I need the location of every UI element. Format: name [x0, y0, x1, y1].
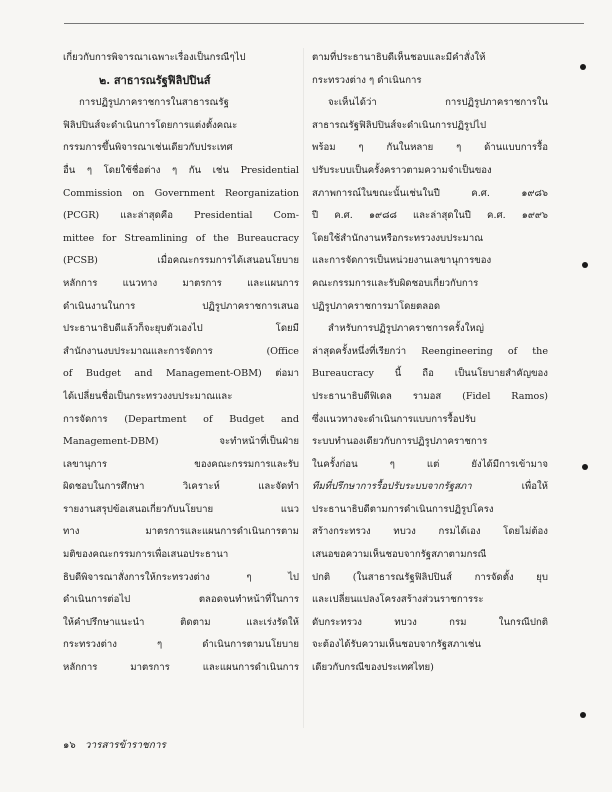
text-line: Management-DBM) จะทำหน้าที่เป็นฝ่าย — [63, 436, 299, 448]
text-line: ล่าสุดครั้งหนึ่งที่เรียกว่า Reengineering of the — [312, 345, 548, 357]
binder-hole-mark — [582, 262, 588, 268]
text-line: คณะกรรมการและรับผิดชอบเกี่ยวกับการ — [312, 277, 479, 289]
text-line: มติของคณะกรรมการเพื่อเสนอประธานา — [63, 549, 229, 561]
binder-hole-mark — [580, 712, 586, 718]
italic-phrase: ทีมที่ปรึกษาการรื้อปรับระบบจากรัฐสภา — [312, 481, 472, 493]
text-line: Commission on Government Reorganization — [63, 187, 299, 199]
column-gutter — [303, 48, 304, 728]
text-line: หลักการ แนวทาง มาตรการ และแผนการ — [63, 277, 299, 289]
right-column — [312, 47, 548, 680]
text-line: ประธานาธิบดีแล้วก็จะยุบตัวเองไป โดยมี — [63, 323, 299, 335]
text-line: หลักการ มาตรการ และแผนการดำเนินการ — [63, 662, 299, 674]
text-line: ปกติ (ในสาธารณรัฐฟิลิปปินส์ การจัดตั้ง ยุบ — [312, 571, 548, 583]
text-line: ปฏิรูปภาคราชการมาโดยตลอด — [312, 300, 441, 312]
text-line: ทาง มาตรการและแผนการดำเนินการตาม — [63, 526, 299, 538]
text-line: เดียวกับกรณีของประเทศไทย) — [312, 662, 434, 674]
text-line: ซึ่งแนวทางจะดำเนินการแบบการรื้อปรับ — [312, 413, 476, 425]
page-number: ๑๖ — [63, 740, 76, 751]
text-line: กระทรวงต่าง ๆ ดำเนินการตามนโยบาย — [63, 639, 299, 651]
text-fragment: เพื่อให้ — [521, 481, 548, 493]
section-heading: ๒. สาธารณรัฐฟิลิปปินส์ — [99, 73, 211, 87]
text-line: การจัดการ (Department of Budget and — [63, 413, 299, 425]
binder-hole-mark — [582, 464, 588, 470]
text-line-with-italic — [312, 476, 548, 499]
text-line: สาธารณรัฐฟิลิปปินส์จะดำเนินการปฏิรูปไป — [312, 119, 487, 131]
text-line: mittee for Streamlining of the Bureaucracy — [63, 232, 299, 244]
text-line: กรรมการขึ้นพิจารณาเช่นเดียวกับประเทศ — [63, 142, 233, 154]
text-line: ปี ค.ศ. ๑๙๘๘ และล่าสุดในปี ค.ศ. ๑๙๙๖ — [312, 210, 548, 222]
text-line: กระทรวงต่าง ๆ ดำเนินการ — [312, 74, 422, 86]
text-line: ดำเนินการต่อไป ตลอดจนทำหน้าที่ในการ — [63, 594, 299, 606]
text-line: โดยใช้สำนักงานหรือกระทรวงงบประมาณ — [312, 232, 484, 244]
text-line: ให้คำปรึกษาแนะนำ ติดตาม และเร่งรัดให้ — [63, 616, 299, 628]
text-line: ผิดชอบในการศึกษา วิเคราะห์ และจัดทำ — [63, 481, 299, 493]
text-line: Bureaucracy นี้ ถือ เป็นนโยบายสำคัญของ — [312, 368, 548, 380]
text-line: สำนักงานงบประมาณและการจัดการ (Office — [63, 345, 299, 357]
text-line: จะต้องได้รับความเห็นชอบจากรัฐสภาเช่น — [312, 639, 481, 651]
text-line: เสนอขอความเห็นชอบจากรัฐสภาตามกรณี — [312, 549, 487, 561]
text-line: ในครั้งก่อน ๆ แต่ ยังได้มีการเข้ามาจ — [312, 458, 548, 470]
text-line: รายงานสรุปข้อเสนอเกี่ยวกับนโยบาย แนว — [63, 503, 299, 515]
text-line: เกี่ยวกับการพิจารณาเฉพาะเรื่องเป็นกรณีๆไป — [63, 52, 246, 63]
text-line: สร้างกระทรวง ทบวง กรมได้เอง โดยไม่ต้อง — [312, 526, 548, 538]
page-footer — [63, 738, 166, 753]
text-line: และการจัดการเป็นหน่วยงานเลขานุการของ — [312, 255, 492, 267]
text-line: ธิบดีพิจารณาสั่งการให้กระทรวงต่าง ๆ ไป — [63, 571, 299, 583]
text-line: ปรับระบบเป็นครั้งคราวตามความจำเป็นของ — [312, 164, 492, 176]
text-line: ดับกระทรวง ทบวง กรม ในกรณีปกติ — [312, 616, 548, 628]
text-line: ตามที่ประธานาธิบดีเห็นชอบและมีคำสั่งให้ — [312, 52, 486, 63]
text-line: (PCGR) และล่าสุดคือ Presidential Com- — [63, 210, 299, 222]
text-line: ดำเนินงานในการ ปฏิรูปภาคราชการเสนอ — [63, 300, 299, 312]
text-line: ฟิลิปปินส์จะดำเนินการโดยการแต่งตั้งคณะ — [63, 119, 238, 131]
top-rule — [64, 23, 584, 24]
text-line: ประธานาธิบดีตามการดำเนินการปฏิรูปโครง — [312, 503, 494, 515]
text-line: ได้เปลี่ยนชื่อเป็นกระทรวงงบประมาณและ — [63, 390, 233, 402]
text-line: จะเห็นได้ว่า การปฏิรูปภาคราชการใน — [328, 97, 548, 109]
text-line: ประธานาธิบดีฟิเดล รามอส (Fidel Ramos) — [312, 390, 548, 402]
text-line: พร้อม ๆ กันในหลาย ๆ ด้านแบบการรื้อ — [312, 142, 548, 154]
binder-hole-mark — [580, 64, 586, 70]
left-column — [63, 47, 299, 680]
text-line: สภาพการณ์ในขณะนั้นเช่นในปี ค.ศ. ๑๙๘๖ — [312, 187, 548, 199]
text-line: of Budget and Management-OBM) ต่อมา — [63, 368, 299, 380]
text-line: ระบบทำนองเดียวกับการปฏิรูปภาคราชการ — [312, 436, 488, 448]
publication-name: วารสารข้าราชการ — [84, 740, 166, 751]
text-line: การปฏิรูปภาคราชการในสาธารณรัฐ — [79, 97, 229, 109]
text-line: สำหรับการปฏิรูปภาคราชการครั้งใหญ่ — [328, 323, 484, 335]
text-line: (PCSB) เมื่อคณะกรรมการได้เสนอนโยบาย — [63, 255, 299, 267]
text-line: และเปลี่ยนแปลงโครงสร้างส่วนราชการระ — [312, 594, 484, 606]
text-line: อื่น ๆ โดยใช้ชื่อต่าง ๆ กัน เช่น Presidential — [63, 164, 299, 176]
text-line: เลขานุการ ของคณะกรรมการและรับ — [63, 458, 299, 470]
